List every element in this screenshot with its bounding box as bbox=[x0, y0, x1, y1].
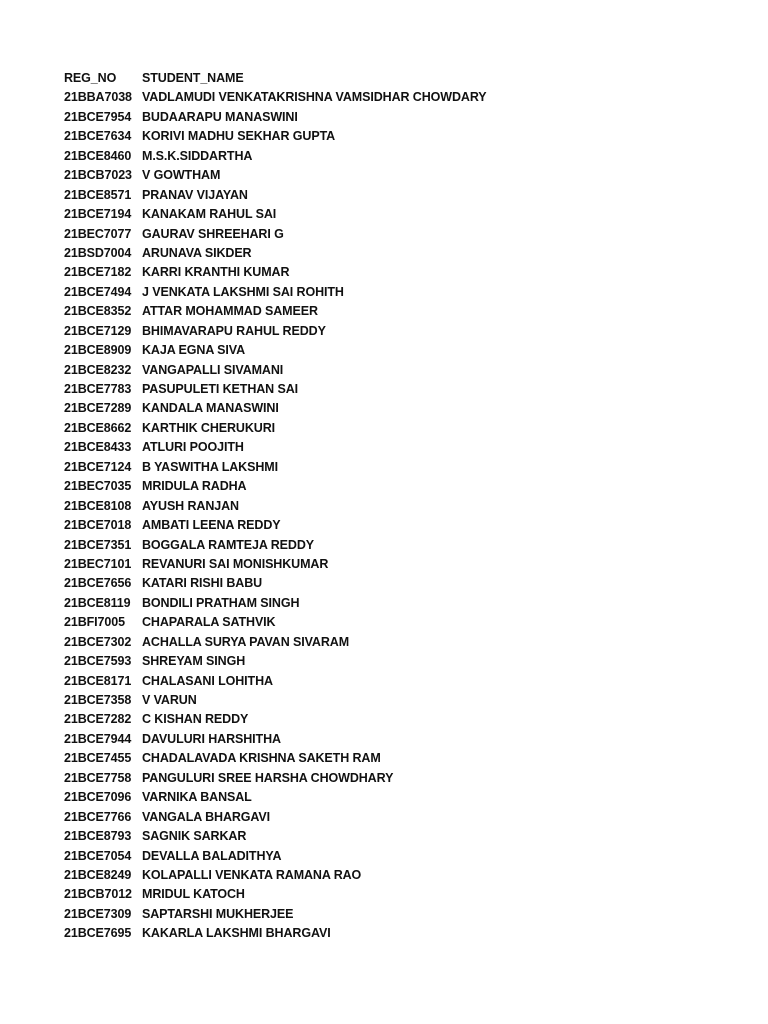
student-name-cell: AMBATI LEENA REDDY bbox=[142, 518, 281, 533]
reg-no-cell: 21BCE7194 bbox=[64, 207, 132, 222]
table-row bbox=[64, 516, 744, 535]
student-name-cell: PANGULURI SREE HARSHA CHOWDHARY bbox=[142, 770, 394, 785]
table-row bbox=[64, 380, 744, 399]
student-name-cell: ACHALLA SURYA PAVAN SIVARAM bbox=[142, 634, 350, 649]
student-name-cell: BOGGALA RAMTEJA REDDY bbox=[142, 537, 314, 552]
student-name-cell: J VENKATA LAKSHMI SAI ROHITH bbox=[142, 284, 344, 299]
reg-no-cell: 21BCE7455 bbox=[64, 751, 132, 766]
student-name-cell: VANGAPALLI SIVAMANI bbox=[142, 362, 284, 377]
table-row bbox=[64, 438, 744, 457]
student-name-cell: VADLAMUDI VENKATAKRISHNA VAMSIDHAR CHOWDARY bbox=[142, 90, 487, 105]
reg-no-cell: 21BCE8460 bbox=[64, 148, 132, 163]
reg-no-cell: 21BCE7634 bbox=[64, 129, 132, 144]
reg-no-cell: 21BCB7023 bbox=[64, 168, 132, 183]
table-row bbox=[64, 866, 744, 885]
table-row bbox=[64, 399, 744, 418]
student-name-cell: KAKARLA LAKSHMI BHARGAVI bbox=[142, 926, 331, 941]
reg-no-cell: 21BCE7309 bbox=[64, 906, 132, 921]
table-row bbox=[64, 536, 744, 555]
reg-no-cell: 21BCE8433 bbox=[64, 440, 132, 455]
student-name-cell: KANAKAM RAHUL SAI bbox=[142, 207, 277, 222]
reg-no-cell: 21BEC7035 bbox=[64, 479, 132, 494]
table-row bbox=[64, 749, 744, 768]
student-name-cell: BONDILI PRATHAM SINGH bbox=[142, 595, 300, 610]
table-row bbox=[64, 710, 744, 729]
reg-no-cell: 21BCE7289 bbox=[64, 401, 132, 416]
reg-no-cell: 21BCB7012 bbox=[64, 887, 132, 902]
reg-no-cell: 21BCE8171 bbox=[64, 673, 132, 688]
table-row bbox=[64, 827, 744, 846]
table-body bbox=[64, 88, 744, 943]
reg-no-cell: 21BCE7351 bbox=[64, 537, 132, 552]
reg-no-cell: 21BCE7783 bbox=[64, 382, 132, 396]
table-row bbox=[64, 769, 744, 788]
student-name-cell: REVANURI SAI MONISHKUMAR bbox=[142, 556, 329, 571]
student-name-cell: KARRI KRANTHI KUMAR bbox=[142, 265, 290, 280]
student-name-cell: DAVULURI HARSHITHA bbox=[142, 731, 281, 746]
student-name-cell: M.S.K.SIDDARTHA bbox=[142, 148, 253, 163]
table-row bbox=[64, 263, 744, 282]
reg-no-cell: 21BCE7766 bbox=[64, 809, 132, 824]
student-name-cell: V VARUN bbox=[142, 693, 197, 707]
student-name-cell: PRANAV VIJAYAN bbox=[142, 187, 248, 202]
table-row bbox=[64, 166, 744, 185]
student-name-cell: CHALASANI LOHITHA bbox=[142, 673, 273, 688]
reg-no-cell: 21BCE8909 bbox=[64, 343, 132, 358]
reg-no-cell: 21BCE7018 bbox=[64, 518, 132, 533]
student-name-cell: AYUSH RANJAN bbox=[142, 498, 239, 513]
table-row bbox=[64, 419, 744, 438]
reg-no-cell: 21BCE7954 bbox=[64, 109, 132, 124]
reg-no-cell: 21BCE8571 bbox=[64, 187, 132, 202]
student-name-cell: KAJA EGNA SIVA bbox=[142, 343, 246, 358]
reg-no-cell: 21BCE8352 bbox=[64, 304, 132, 319]
table-row bbox=[64, 322, 744, 341]
reg-no-cell: 21BCE7695 bbox=[64, 926, 132, 941]
student-name-cell: VANGALA BHARGAVI bbox=[142, 809, 271, 824]
table-row bbox=[64, 924, 744, 943]
student-roster-table bbox=[64, 69, 744, 944]
reg-no-cell: 21BCE7758 bbox=[64, 770, 132, 785]
table-row bbox=[64, 127, 744, 146]
student-name-cell: BUDAARAPU MANASWINI bbox=[142, 109, 298, 124]
reg-no-cell: 21BCE8793 bbox=[64, 829, 132, 844]
student-name-cell: KANDALA MANASWINI bbox=[142, 401, 279, 416]
table-row bbox=[64, 594, 744, 613]
reg-no-cell: 21BCE7358 bbox=[64, 693, 132, 707]
reg-no-cell: 21BEC7101 bbox=[64, 556, 132, 571]
table-row bbox=[64, 361, 744, 380]
table-row bbox=[64, 186, 744, 205]
reg-no-cell: 21BBA7038 bbox=[64, 90, 132, 105]
table-row bbox=[64, 225, 744, 244]
student-name-cell: KARTHIK CHERUKURI bbox=[142, 420, 276, 435]
table-row bbox=[64, 283, 744, 302]
table-row bbox=[64, 574, 744, 593]
reg-no-cell: 21BEC7077 bbox=[64, 226, 132, 241]
reg-no-cell: 21BCE7494 bbox=[64, 284, 132, 299]
reg-no-cell: 21BCE7282 bbox=[64, 712, 132, 727]
reg-no-cell: 21BCE7656 bbox=[64, 576, 132, 591]
table-row bbox=[64, 847, 744, 866]
reg-no-cell: 21BCE7182 bbox=[64, 265, 132, 280]
student-name-cell: CHADALAVADA KRISHNA SAKETH RAM bbox=[142, 751, 381, 766]
header-student-name: STUDENT_NAME bbox=[142, 71, 244, 85]
table-row bbox=[64, 613, 744, 632]
reg-no-cell: 21BCE8249 bbox=[64, 867, 132, 882]
reg-no-cell: 21BFI7005 bbox=[64, 615, 125, 630]
table-row bbox=[64, 302, 744, 321]
table-row bbox=[64, 691, 744, 710]
student-name-cell: MRIDUL KATOCH bbox=[142, 887, 245, 902]
student-name-cell: GAURAV SHREEHARI G bbox=[142, 226, 284, 241]
table-row bbox=[64, 652, 744, 671]
student-name-cell: SHREYAM SINGH bbox=[142, 654, 246, 669]
student-name-cell: B YASWITHA LAKSHMI bbox=[142, 459, 278, 474]
table-row bbox=[64, 108, 744, 127]
table-row bbox=[64, 808, 744, 827]
student-name-cell: KORIVI MADHU SEKHAR GUPTA bbox=[142, 129, 336, 144]
table-row bbox=[64, 730, 744, 749]
table-row bbox=[64, 672, 744, 691]
student-name-cell: VARNIKA BANSAL bbox=[142, 790, 252, 805]
reg-no-cell: 21BCE7593 bbox=[64, 654, 132, 669]
student-name-cell: V GOWTHAM bbox=[142, 168, 221, 183]
reg-no-cell: 21BCE7302 bbox=[64, 634, 132, 649]
table-row bbox=[64, 88, 744, 107]
student-name-cell: ARUNAVA SIKDER bbox=[142, 245, 252, 260]
student-name-cell: KOLAPALLI VENKATA RAMANA RAO bbox=[142, 867, 362, 882]
student-name-cell: KATARI RISHI BABU bbox=[142, 576, 263, 591]
student-name-cell: MRIDULA RADHA bbox=[142, 479, 247, 494]
header-reg-no: REG_NO bbox=[64, 71, 117, 85]
reg-no-cell: 21BCE8662 bbox=[64, 420, 132, 435]
table-row bbox=[64, 555, 744, 574]
table-row bbox=[64, 885, 744, 904]
table-row bbox=[64, 205, 744, 224]
reg-no-cell: 21BCE7124 bbox=[64, 459, 132, 474]
reg-no-cell: 21BCE8119 bbox=[64, 595, 131, 610]
student-name-cell: SAGNIK SARKAR bbox=[142, 829, 247, 844]
student-name-cell: CHAPARALA SATHVIK bbox=[142, 615, 276, 630]
reg-no-cell: 21BCE7054 bbox=[64, 848, 132, 863]
reg-no-cell: 21BCE8232 bbox=[64, 362, 132, 377]
table-row bbox=[64, 458, 744, 477]
table-row bbox=[64, 905, 744, 924]
student-name-cell: SAPTARSHI MUKHERJEE bbox=[142, 906, 294, 921]
table-row bbox=[64, 341, 744, 360]
table-header-row bbox=[64, 69, 744, 88]
student-name-cell: ATLURI POOJITH bbox=[142, 440, 244, 455]
reg-no-cell: 21BSD7004 bbox=[64, 245, 132, 260]
table-row bbox=[64, 147, 744, 166]
table-row bbox=[64, 244, 744, 263]
table-row bbox=[64, 788, 744, 807]
student-name-cell: ATTAR MOHAMMAD SAMEER bbox=[142, 304, 318, 319]
student-name-cell: BHIMAVARAPU RAHUL REDDY bbox=[142, 323, 326, 338]
table-row bbox=[64, 497, 744, 516]
reg-no-cell: 21BCE7944 bbox=[64, 731, 132, 746]
reg-no-cell: 21BCE7096 bbox=[64, 790, 132, 805]
student-name-cell: DEVALLA BALADITHYA bbox=[142, 848, 282, 863]
student-name-cell: PASUPULETI KETHAN SAI bbox=[142, 382, 299, 396]
reg-no-cell: 21BCE7129 bbox=[64, 323, 132, 338]
student-name-cell: C KISHAN REDDY bbox=[142, 712, 249, 727]
reg-no-cell: 21BCE8108 bbox=[64, 498, 132, 513]
table-row bbox=[64, 477, 744, 496]
table-row bbox=[64, 633, 744, 652]
